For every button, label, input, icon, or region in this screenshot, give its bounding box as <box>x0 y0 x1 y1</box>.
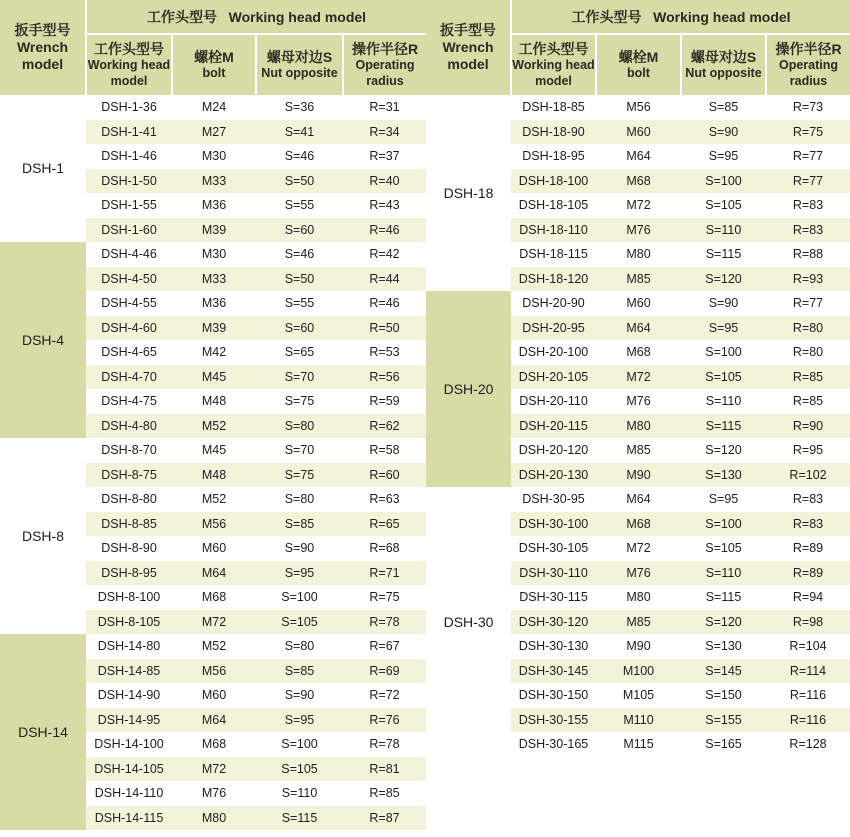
cell-radius: R=46 <box>343 218 426 243</box>
cell-nut: S=110 <box>705 394 742 408</box>
column-header-model <box>86 34 172 95</box>
cell-model: DSH-8-70 <box>101 443 157 457</box>
cell-model: DSH-14-110 <box>94 786 164 800</box>
left-spec-table <box>0 0 426 830</box>
cell-model: DSH-18-110 <box>511 218 596 243</box>
table-row <box>0 438 426 463</box>
cell-nut: S=55 <box>284 198 315 212</box>
cell-nut: S=100 <box>681 169 766 194</box>
cell-nut: S=105 <box>705 541 742 555</box>
cell-model: DSH-14-90 <box>97 688 161 702</box>
cell-nut: S=105 <box>681 365 766 390</box>
column-header-bolt <box>172 34 256 95</box>
cell-nut: S=85 <box>708 100 739 114</box>
cell-radius: R=59 <box>369 394 400 408</box>
cell-radius: R=44 <box>343 267 426 292</box>
cell-nut: S=46 <box>284 149 315 163</box>
cell-model: DSH-18-85 <box>522 100 585 114</box>
cell-model: DSH-20-95 <box>511 316 596 341</box>
cell-nut: S=100 <box>681 512 766 537</box>
cell-nut: S=75 <box>284 394 315 408</box>
cell-model: DSH-20-100 <box>518 345 589 359</box>
wrench-model-cell: DSH-30 <box>426 487 511 757</box>
column-header-radius-cn: 操作半径R <box>351 41 419 57</box>
cell-bolt: M64 <box>626 492 651 506</box>
cell-radius: R=94 <box>792 590 824 604</box>
cell-radius: R=65 <box>343 512 426 537</box>
cell-bolt: M60 <box>201 688 227 702</box>
cell-model: DSH-4-60 <box>86 316 172 341</box>
cell-nut: S=150 <box>705 688 742 702</box>
cell-nut: S=130 <box>681 463 766 488</box>
cell-nut: S=115 <box>705 247 742 261</box>
cell-nut: S=130 <box>705 639 742 653</box>
cell-radius: R=72 <box>369 688 400 702</box>
cell-radius: R=83 <box>766 512 850 537</box>
cell-bolt: M68 <box>626 345 651 359</box>
cell-bolt: M60 <box>201 541 227 555</box>
cell-bolt: M48 <box>201 394 227 408</box>
cell-bolt: M36 <box>201 296 227 310</box>
cell-nut: S=115 <box>256 806 343 831</box>
table-row <box>0 95 426 120</box>
cell-model: DSH-30-115 <box>519 590 588 604</box>
cell-bolt: M39 <box>172 218 256 243</box>
cell-radius: R=89 <box>766 561 850 586</box>
cell-nut: S=75 <box>256 463 343 488</box>
cell-model: DSH-8-80 <box>101 492 157 506</box>
column-header-nut-en: Nut opposite <box>261 66 338 80</box>
cell-nut: S=95 <box>708 492 739 506</box>
cell-nut: S=60 <box>256 218 343 243</box>
wrench-model-cell: DSH-4 <box>0 242 86 438</box>
cell-bolt: M85 <box>626 443 651 457</box>
cell-model: DSH-1-60 <box>86 218 172 243</box>
cell-model: DSH-4-75 <box>101 394 157 408</box>
cell-radius: R=87 <box>343 806 426 831</box>
cell-model: DSH-1-46 <box>101 149 157 163</box>
cell-model: DSH-14-100 <box>94 737 164 751</box>
cell-nut: S=100 <box>281 737 318 751</box>
cell-model: DSH-30-130 <box>518 639 589 653</box>
cell-radius: R=88 <box>792 247 824 261</box>
cell-model: DSH-30-95 <box>522 492 585 506</box>
cell-bolt: M64 <box>626 149 651 163</box>
cell-radius: R=98 <box>766 610 850 635</box>
cell-model: DSH-30-100 <box>511 512 596 537</box>
cell-radius: R=89 <box>792 541 824 555</box>
column-header-bolt-en: bolt <box>627 66 650 80</box>
cell-radius: R=67 <box>369 639 400 653</box>
cell-model: DSH-18-90 <box>511 120 596 145</box>
cell-nut: S=110 <box>681 218 766 243</box>
cell-nut: S=95 <box>708 149 739 163</box>
column-header-model <box>511 34 596 95</box>
cell-model: DSH-8-100 <box>97 590 161 604</box>
cell-radius: R=73 <box>792 100 824 114</box>
cell-radius: R=34 <box>343 120 426 145</box>
cell-bolt: M72 <box>172 610 256 635</box>
cell-bolt: M76 <box>596 218 681 243</box>
cell-bolt: M45 <box>172 365 256 390</box>
cell-bolt: M64 <box>596 316 681 341</box>
cell-bolt: M52 <box>201 639 227 653</box>
cell-bolt: M52 <box>201 492 227 506</box>
cell-radius: R=75 <box>766 120 850 145</box>
cell-radius: R=85 <box>766 365 850 390</box>
cell-nut: S=95 <box>256 561 343 586</box>
cell-nut: S=105 <box>705 198 742 212</box>
column-header-model-cn: 工作头型号 <box>94 41 164 57</box>
cell-model: DSH-4-80 <box>86 414 172 439</box>
wrench-model-cell: DSH-18 <box>426 95 511 291</box>
cell-bolt: M56 <box>626 100 651 114</box>
cell-nut: S=115 <box>681 414 766 439</box>
wrench-model-header-cn: 扳手型号 <box>440 22 496 38</box>
cell-model: DSH-14-80 <box>97 639 161 653</box>
cell-nut: S=105 <box>256 757 343 782</box>
cell-model: DSH-18-100 <box>511 169 596 194</box>
cell-model: DSH-20-105 <box>511 365 596 390</box>
column-header-nut-cn: 螺母对边S <box>690 49 757 65</box>
cell-bolt: M72 <box>596 365 681 390</box>
right-spec-table <box>426 0 850 757</box>
cell-radius: R=63 <box>369 492 400 506</box>
column-header-nut-en: Nut opposite <box>685 66 762 80</box>
cell-bolt: M36 <box>201 198 227 212</box>
cell-nut: S=95 <box>681 316 766 341</box>
cell-model: DSH-4-46 <box>101 247 157 261</box>
cell-nut: S=100 <box>281 590 318 604</box>
column-header-nut <box>681 34 766 95</box>
cell-model: DSH-8-75 <box>86 463 172 488</box>
cell-bolt: M48 <box>172 463 256 488</box>
cell-bolt: M56 <box>172 512 256 537</box>
column-header-radius <box>343 34 426 95</box>
cell-bolt: M30 <box>201 247 227 261</box>
cell-radius: R=46 <box>369 296 400 310</box>
cell-bolt: M68 <box>201 590 227 604</box>
cell-model: DSH-4-55 <box>101 296 157 310</box>
cell-nut: S=60 <box>256 316 343 341</box>
cell-radius: R=93 <box>766 267 850 292</box>
cell-model: DSH-4-70 <box>86 365 172 390</box>
cell-model: DSH-20-120 <box>518 443 589 457</box>
wrench-model-cell: DSH-14 <box>0 634 86 830</box>
wrench-model-header <box>0 0 86 95</box>
cell-model: DSH-30-155 <box>511 708 596 733</box>
cell-radius: R=116 <box>789 688 827 702</box>
cell-model: DSH-4-65 <box>101 345 157 359</box>
cell-radius: R=60 <box>343 463 426 488</box>
cell-nut: S=55 <box>284 296 315 310</box>
column-header-nut <box>256 34 343 95</box>
cell-bolt: M52 <box>172 414 256 439</box>
cell-nut: S=110 <box>281 786 318 800</box>
cell-model: DSH-30-105 <box>518 541 589 555</box>
column-header-bolt <box>596 34 681 95</box>
column-header-bolt-cn: 螺栓M <box>194 49 234 65</box>
cell-bolt: M68 <box>596 512 681 537</box>
table-row <box>0 242 426 267</box>
column-header-radius-cn: 操作半径R <box>775 41 842 57</box>
cell-radius: R=83 <box>766 218 850 243</box>
cell-nut: S=90 <box>284 688 315 702</box>
table-row <box>426 95 850 120</box>
wrench-model-cell: DSH-8 <box>0 438 86 634</box>
cell-nut: S=90 <box>681 120 766 145</box>
cell-model: DSH-30-110 <box>511 561 596 586</box>
cell-model: DSH-18-95 <box>522 149 585 163</box>
column-header-radius <box>766 34 850 95</box>
cell-model: DSH-20-110 <box>519 394 588 408</box>
cell-bolt: M85 <box>596 267 681 292</box>
cell-model: DSH-20-130 <box>511 463 596 488</box>
cell-radius: R=43 <box>369 198 400 212</box>
cell-bolt: M45 <box>201 443 227 457</box>
wrench-model-cell: DSH-1 <box>0 95 86 242</box>
cell-bolt: M24 <box>201 100 227 114</box>
cell-nut: S=65 <box>284 345 315 359</box>
cell-bolt: M60 <box>596 120 681 145</box>
cell-model: DSH-1-50 <box>86 169 172 194</box>
cell-radius: R=75 <box>369 590 400 604</box>
cell-bolt: M80 <box>172 806 256 831</box>
cell-model: DSH-14-95 <box>86 708 172 733</box>
cell-radius: R=81 <box>343 757 426 782</box>
cell-radius: R=53 <box>369 345 400 359</box>
cell-bolt: M72 <box>626 198 651 212</box>
cell-radius: R=128 <box>789 737 827 751</box>
cell-radius: R=76 <box>343 708 426 733</box>
cell-radius: R=80 <box>766 316 850 341</box>
cell-nut: S=46 <box>284 247 315 261</box>
cell-model: DSH-20-90 <box>522 296 585 310</box>
working-head-model-header: 工作头型号 Working head model <box>511 0 850 34</box>
cell-nut: S=50 <box>256 267 343 292</box>
cell-nut: S=36 <box>284 100 315 114</box>
cell-nut: S=70 <box>284 443 315 457</box>
cell-bolt: M80 <box>626 590 651 604</box>
cell-model: DSH-30-150 <box>518 688 589 702</box>
cell-radius: R=83 <box>792 198 824 212</box>
cell-radius: R=102 <box>766 463 850 488</box>
cell-radius: R=37 <box>369 149 400 163</box>
cell-bolt: M72 <box>626 541 651 555</box>
cell-nut: S=50 <box>256 169 343 194</box>
cell-nut: S=155 <box>681 708 766 733</box>
cell-radius: R=71 <box>343 561 426 586</box>
column-header-radius-en: Operating radius <box>355 58 415 88</box>
table-row <box>426 291 850 316</box>
cell-radius: R=31 <box>369 100 400 114</box>
column-header-bolt-cn: 螺栓M <box>618 49 659 65</box>
cell-radius: R=68 <box>369 541 400 555</box>
cell-bolt: M80 <box>596 414 681 439</box>
wrench-model-header-en: Wrench model <box>442 39 494 72</box>
cell-model: DSH-18-120 <box>511 267 596 292</box>
cell-bolt: M27 <box>172 120 256 145</box>
cell-radius: R=40 <box>343 169 426 194</box>
cell-nut: S=80 <box>284 492 315 506</box>
cell-bolt: M64 <box>172 561 256 586</box>
cell-radius: R=62 <box>343 414 426 439</box>
right-table-body <box>426 95 850 757</box>
cell-bolt: M64 <box>172 708 256 733</box>
cell-nut: S=110 <box>681 561 766 586</box>
cell-bolt: M100 <box>596 659 681 684</box>
cell-bolt: M68 <box>596 169 681 194</box>
cell-model: DSH-8-95 <box>86 561 172 586</box>
cell-bolt: M42 <box>201 345 227 359</box>
cell-bolt: M60 <box>626 296 651 310</box>
cell-nut: S=41 <box>256 120 343 145</box>
cell-model: DSH-1-41 <box>86 120 172 145</box>
column-header-model-en: Working head model <box>87 58 171 88</box>
cell-nut: S=120 <box>681 267 766 292</box>
cell-bolt: M115 <box>623 737 654 751</box>
wrench-model-header-cn: 扳手型号 <box>14 22 71 38</box>
cell-bolt: M33 <box>172 169 256 194</box>
cell-model: DSH-20-115 <box>511 414 596 439</box>
cell-model: DSH-1-36 <box>101 100 157 114</box>
column-header-model-en: Working head model <box>512 58 595 88</box>
cell-model: DSH-8-85 <box>86 512 172 537</box>
cell-radius: R=78 <box>343 610 426 635</box>
cell-radius: R=85 <box>369 786 400 800</box>
cell-nut: S=80 <box>256 414 343 439</box>
cell-model: DSH-4-50 <box>86 267 172 292</box>
cell-model: DSH-30-120 <box>511 610 596 635</box>
cell-nut: S=120 <box>681 610 766 635</box>
cell-radius: R=114 <box>766 659 850 684</box>
cell-radius: R=69 <box>343 659 426 684</box>
cell-nut: S=100 <box>705 345 742 359</box>
cell-radius: R=116 <box>766 708 850 733</box>
column-header-model-cn: 工作头型号 <box>518 41 589 57</box>
cell-radius: R=90 <box>766 414 850 439</box>
cell-nut: S=145 <box>681 659 766 684</box>
cell-nut: S=90 <box>708 296 739 310</box>
column-header-bolt-en: bolt <box>202 66 226 80</box>
cell-nut: S=95 <box>256 708 343 733</box>
cell-model: DSH-8-105 <box>86 610 172 635</box>
cell-nut: S=80 <box>284 639 315 653</box>
cell-radius: R=77 <box>766 169 850 194</box>
cell-model: DSH-18-115 <box>519 247 588 261</box>
cell-radius: R=77 <box>792 149 824 163</box>
cell-radius: R=42 <box>369 247 400 261</box>
cell-nut: S=90 <box>284 541 315 555</box>
cell-radius: R=85 <box>792 394 824 408</box>
cell-radius: R=95 <box>792 443 824 457</box>
cell-bolt: M76 <box>596 561 681 586</box>
cell-model: DSH-14-85 <box>86 659 172 684</box>
cell-model: DSH-30-165 <box>518 737 589 751</box>
cell-nut: S=105 <box>256 610 343 635</box>
cell-nut: S=165 <box>705 737 742 751</box>
left-table-body <box>0 95 426 830</box>
cell-bolt: M90 <box>596 463 681 488</box>
wrench-model-header <box>426 0 511 95</box>
cell-bolt: M72 <box>172 757 256 782</box>
working-head-model-header: 工作头型号 Working head model <box>86 0 426 34</box>
cell-bolt: M33 <box>172 267 256 292</box>
cell-bolt: M110 <box>596 708 681 733</box>
column-header-nut-cn: 螺母对边S <box>266 49 333 65</box>
cell-nut: S=85 <box>256 659 343 684</box>
cell-bolt: M105 <box>622 688 655 702</box>
cell-radius: R=83 <box>792 492 824 506</box>
wrench-model-cell: DSH-20 <box>426 291 511 487</box>
cell-radius: R=78 <box>369 737 400 751</box>
cell-radius: R=77 <box>792 296 824 310</box>
cell-radius: R=104 <box>789 639 827 653</box>
cell-bolt: M56 <box>172 659 256 684</box>
cell-radius: R=80 <box>792 345 824 359</box>
cell-nut: S=115 <box>705 590 742 604</box>
cell-bolt: M68 <box>201 737 227 751</box>
cell-model: DSH-1-55 <box>101 198 157 212</box>
wrench-model-header-en: Wrench model <box>16 39 69 72</box>
cell-bolt: M80 <box>626 247 651 261</box>
cell-radius: R=56 <box>343 365 426 390</box>
table-row <box>426 487 850 512</box>
cell-model: DSH-14-105 <box>86 757 172 782</box>
cell-model: DSH-8-90 <box>101 541 157 555</box>
cell-bolt: M76 <box>626 394 651 408</box>
table-row <box>0 634 426 659</box>
cell-bolt: M90 <box>626 639 651 653</box>
cell-model: DSH-14-115 <box>86 806 172 831</box>
cell-nut: S=120 <box>705 443 742 457</box>
cell-radius: R=50 <box>343 316 426 341</box>
cell-bolt: M76 <box>201 786 227 800</box>
cell-bolt: M85 <box>596 610 681 635</box>
cell-model: DSH-18-105 <box>518 198 589 212</box>
column-header-radius-en: Operating radius <box>778 58 839 88</box>
cell-model: DSH-30-145 <box>511 659 596 684</box>
cell-nut: S=85 <box>256 512 343 537</box>
cell-bolt: M39 <box>172 316 256 341</box>
cell-nut: S=70 <box>256 365 343 390</box>
cell-bolt: M30 <box>201 149 227 163</box>
cell-radius: R=58 <box>369 443 400 457</box>
